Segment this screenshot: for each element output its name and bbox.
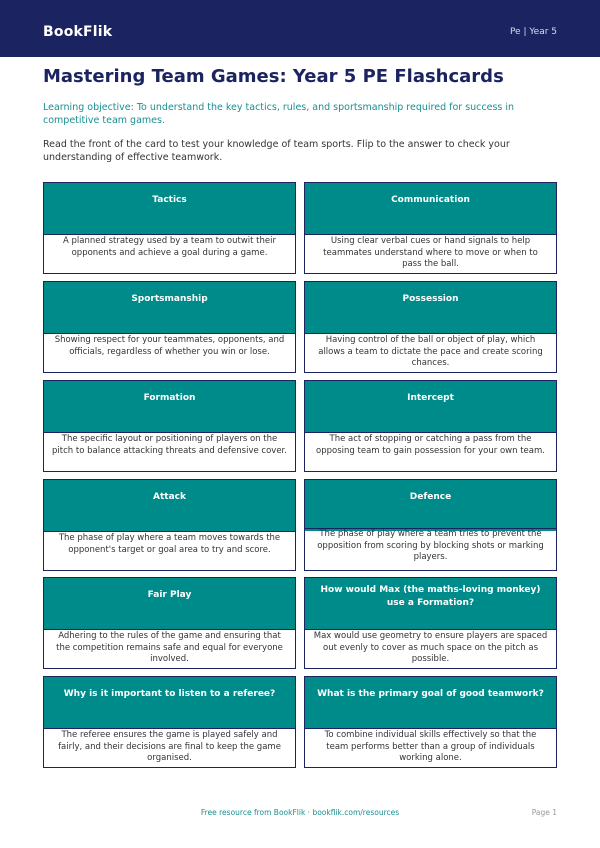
flashcard-back: The specific layout or positioning of players on the pitch to balance attacking threats and defensive cover.: [44, 432, 295, 472]
flashcard[interactable]: [304, 676, 557, 768]
flashcard-back: Adhering to the rules of the game and ensuring that the competition remains safe and equal for everyone involved.: [44, 629, 295, 669]
top-bar: [0, 0, 600, 57]
breadcrumb[interactable]: Pe | Year 5: [509, 27, 557, 37]
flashcard[interactable]: [43, 380, 296, 472]
flashcard[interactable]: [43, 577, 296, 669]
flashcard-front: Fair Play: [44, 578, 295, 629]
flashcard-front: Tactics: [44, 183, 295, 234]
flashcard[interactable]: [43, 676, 296, 768]
flashcard-front: How would Max (the maths-loving monkey) use a Formation?: [305, 578, 556, 629]
flashcard-front: Possession: [305, 282, 556, 333]
flashcard-front: Why is it important to listen to a referee?: [44, 677, 295, 728]
brand-logo[interactable]: BookFlik: [43, 24, 113, 40]
flashcard[interactable]: [304, 281, 557, 373]
page-title: Mastering Team Games: Year 5 PE Flashcards: [43, 66, 504, 87]
flashcard-back: The phase of play where a team tries to prevent the opposition from scoring by blocking shots or marking players.: [305, 528, 556, 568]
flashcard[interactable]: [43, 479, 296, 571]
flashcard-back: Showing respect for your teammates, opponents, and officials, regardless of whether you win or lose.: [44, 333, 295, 373]
flashcard-back: Having control of the ball or object of play, which allows a team to dictate the pace and create scoring chances.: [305, 333, 556, 373]
flashcard-back: Max would use geometry to ensure players are spaced out evenly to cover as much space on the pitch as possible.: [305, 629, 556, 669]
flashcard-back: Using clear verbal cues or hand signals to help teammates understand where to move or when to pass the ball.: [305, 234, 556, 274]
flashcard[interactable]: [304, 380, 557, 472]
flashcard-back: The referee ensures the game is played safely and fairly, and their decisions are final to keep the game organised.: [44, 728, 295, 768]
flashcard[interactable]: [43, 281, 296, 373]
flashcard-front: What is the primary goal of good teamwork?: [305, 677, 556, 728]
flashcard-front: Attack: [44, 480, 295, 531]
learning-objective: Learning objective: To understand the key tactics, rules, and sportsmanship required for success in competitive team games.: [43, 102, 515, 126]
footer-link[interactable]: Free resource from BookFlik · bookflik.com/resources: [200, 808, 400, 817]
intro-text: Read the front of the card to test your knowledge of team sports. Flip to the answer to check your understanding of effective teamwork.: [43, 139, 510, 163]
flashcard-back: The act of stopping or catching a pass from the opposing team to gain possession for your own team.: [305, 432, 556, 472]
flashcard[interactable]: [304, 577, 557, 669]
flashcard-back: The phase of play where a team moves towards the opponent's target or goal area to try and score.: [44, 531, 295, 571]
flashcard-front: Intercept: [305, 381, 556, 432]
flashcard-back: To combine individual skills effectively so that the team performs better than a group of individuals working alone.: [305, 728, 556, 768]
flashcard[interactable]: [43, 182, 296, 274]
flashcard-front: Communication: [305, 183, 556, 234]
flashcard-back: A planned strategy used by a team to outwit their opponents and achieve a goal during a game.: [44, 234, 295, 274]
page-number: Page 1: [531, 808, 557, 817]
flashcard-front: Formation: [44, 381, 295, 432]
flashcard-front: Defence: [305, 480, 556, 531]
flashcard[interactable]: [304, 479, 557, 571]
flashcard-front: Sportsmanship: [44, 282, 295, 333]
flashcard[interactable]: [304, 182, 557, 274]
